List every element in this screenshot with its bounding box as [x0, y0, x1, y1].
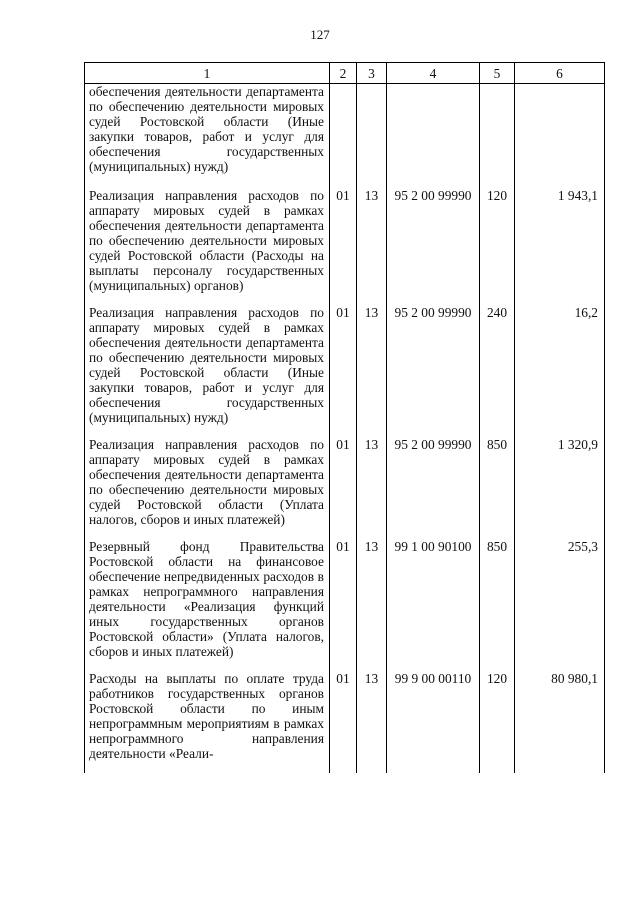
row-description: Реализация направления расходов по аппарату мировых судей в рамках обеспечения деятельности департамента по обеспечению деятельности мировых судей Ростовской области (Уплата налогов, сборов и иных платежей)	[85, 437, 330, 539]
row-target-code: 99 9 00 00110	[387, 671, 480, 773]
row-target-code: 95 2 00 99990	[387, 305, 480, 437]
row-section	[330, 84, 357, 189]
header-col-6: 6	[515, 63, 605, 84]
row-expense-type: 120	[480, 188, 515, 305]
row-target-code	[387, 84, 480, 189]
row-subsection: 13	[357, 671, 387, 773]
row-subsection: 13	[357, 188, 387, 305]
table-row	[85, 437, 605, 539]
row-description: обеспечения деятельности департамента по обеспечению деятельности мировых судей Ростовской области (Иные закупки товаров, работ и услуг для обеспечения государственных (муниципальных) нужд)	[85, 84, 330, 189]
row-expense-type: 120	[480, 671, 515, 773]
table-header-row	[85, 63, 605, 84]
header-col-3: 3	[357, 63, 387, 84]
row-description: Расходы на выплаты по оплате труда работников государственных органов Ростовской области по иным непрограммным мероприятиям в рамках непрограммного направления деятельности «Реали-	[85, 671, 330, 773]
table-row	[85, 539, 605, 671]
row-target-code: 95 2 00 99990	[387, 437, 480, 539]
page-number: 127	[310, 27, 330, 42]
table-row	[85, 188, 605, 305]
row-section: 01	[330, 305, 357, 437]
row-description: Резервный фонд Правительства Ростовской области на финансовое обеспечение непредвиденных расходов в рамках непрограммного направления деятельности «Реализация функций иных государственных органов Ростовской области» (Уплата налогов, сборов и иных платежей)	[85, 539, 330, 671]
table-row	[85, 671, 605, 773]
row-target-code: 95 2 00 99990	[387, 188, 480, 305]
row-subsection: 13	[357, 305, 387, 437]
row-amount: 1 320,9	[515, 437, 605, 539]
header-col-4: 4	[387, 63, 480, 84]
row-subsection	[357, 84, 387, 189]
row-amount: 255,3	[515, 539, 605, 671]
row-section: 01	[330, 539, 357, 671]
budget-table	[84, 62, 605, 773]
row-section: 01	[330, 671, 357, 773]
row-description: Реализация направления расходов по аппарату мировых судей в рамках обеспечения деятельности департамента по обеспечению деятельности мировых судей Ростовской области (Расходы на выплаты персоналу государственных (муниципальных) органов)	[85, 188, 330, 305]
row-description: Реализация направления расходов по аппарату мировых судей в рамках обеспечения деятельности департамента по обеспечению деятельности мировых судей Ростовской области (Иные закупки товаров, работ и услуг для обеспечения государственных (муниципальных) нужд)	[85, 305, 330, 437]
table-row	[85, 305, 605, 437]
row-section: 01	[330, 188, 357, 305]
table-row	[85, 84, 605, 189]
row-expense-type: 850	[480, 437, 515, 539]
row-amount: 80 980,1	[515, 671, 605, 773]
header-col-5: 5	[480, 63, 515, 84]
row-section: 01	[330, 437, 357, 539]
row-expense-type	[480, 84, 515, 189]
row-amount	[515, 84, 605, 189]
row-amount: 1 943,1	[515, 188, 605, 305]
row-subsection: 13	[357, 437, 387, 539]
header-col-2: 2	[330, 63, 357, 84]
header-col-1: 1	[85, 63, 330, 84]
row-target-code: 99 1 00 90100	[387, 539, 480, 671]
row-subsection: 13	[357, 539, 387, 671]
row-expense-type: 240	[480, 305, 515, 437]
row-expense-type: 850	[480, 539, 515, 671]
row-amount: 16,2	[515, 305, 605, 437]
